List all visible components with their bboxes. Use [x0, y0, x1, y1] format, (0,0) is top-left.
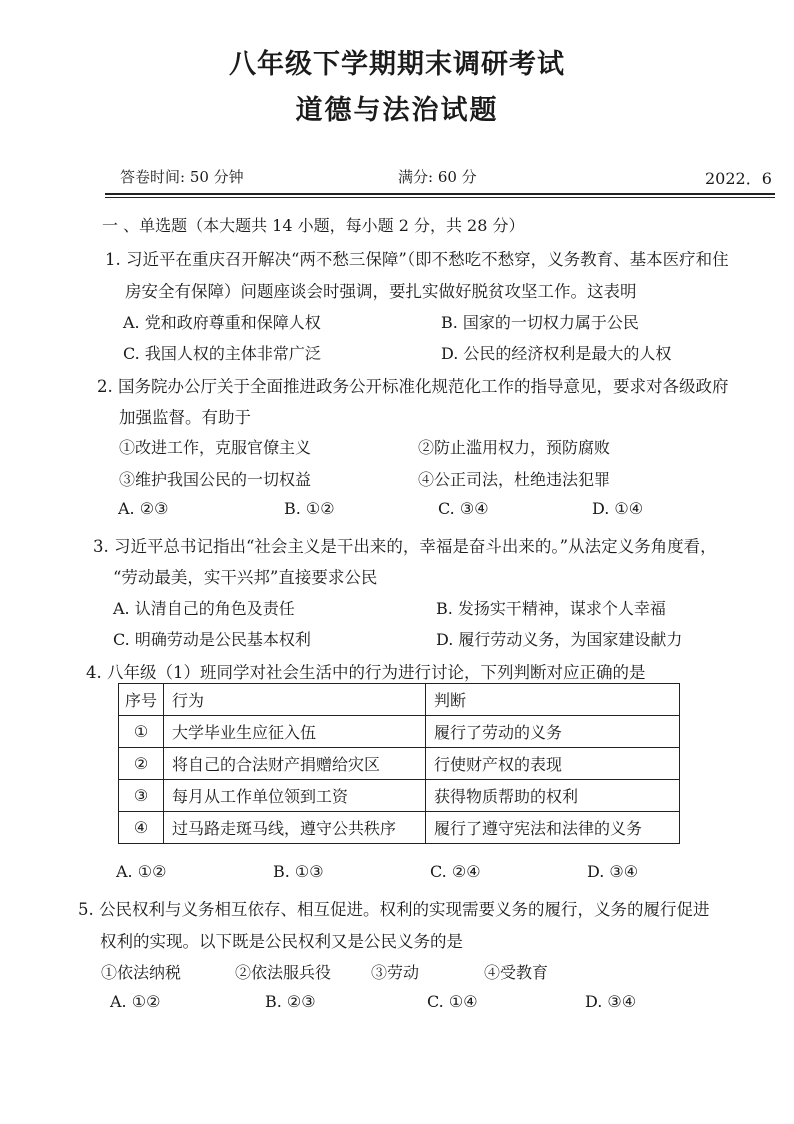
table-row	[119, 780, 680, 812]
header-divider	[105, 193, 775, 195]
table-cell: ②	[119, 748, 164, 780]
q3-stem-line1: 3. 习近平总书记指出“社会主义是干出来的，幸福是奋斗出来的。”从法定义务角度看，	[93, 537, 717, 556]
exam-title: 八年级下学期期末调研考试	[229, 49, 565, 80]
q2-statement-1: ①改进工作，克服官僚主义	[119, 438, 312, 457]
q5-option-c: C. ①④	[427, 992, 478, 1011]
table-row	[119, 748, 680, 780]
table-cell: ①	[119, 716, 164, 748]
q2-option-a: A. ②③	[118, 499, 169, 518]
q2-option-c: C. ③④	[438, 499, 489, 518]
q2-statement-4: ④公正司法，杜绝违法犯罪	[418, 470, 611, 489]
table-cell: 获得物质帮助的权利	[426, 780, 680, 812]
q3-option-c: C. 明确劳动是公民基本权利	[113, 630, 311, 649]
table-cell: ③	[119, 780, 164, 812]
q5-statement-3: ③劳动	[371, 963, 420, 982]
q5-statement-4: ④受教育	[484, 963, 549, 982]
table-row	[119, 716, 680, 748]
table-header-cell: 判断	[426, 684, 680, 716]
table-row	[119, 812, 680, 844]
q4-table	[118, 683, 680, 844]
table-cell: 每月从工作单位领到工资	[164, 780, 426, 812]
table-cell: 过马路走斑马线，遵守公共秩序	[164, 812, 426, 844]
exam-date: 2022．6	[705, 169, 772, 188]
q3-stem-line2: “劳动最美，实干兴邦”直接要求公民	[113, 568, 378, 587]
table-header-cell: 序号	[119, 684, 164, 716]
q1-option-c: C. 我国人权的主体非常广泛	[123, 344, 321, 363]
q4-option-a: A. ①②	[116, 862, 167, 881]
q4-stem: 4. 八年级（1）班同学对社会生活中的行为进行讨论，下列判断对应正确的是	[86, 663, 646, 682]
q5-statement-1: ①依法纳税	[101, 963, 182, 982]
table-header-row	[119, 684, 680, 716]
exam-score: 满分: 60 分	[398, 168, 477, 186]
q2-stem-line1: 2. 国务院办公厅关于全面推进政务公开标准化规范化工作的指导意见，要求对各级政府	[97, 377, 729, 396]
q5-statement-2: ②依法服兵役	[235, 963, 332, 982]
q2-option-b: B. ①②	[284, 499, 335, 518]
q2-statement-3: ③维护我国公民的一切权益	[119, 470, 312, 489]
q5-stem-line2: 权利的实现。以下既是公民权利又是公民义务的是	[100, 932, 463, 951]
exam-subtitle: 道德与法治试题	[295, 95, 499, 126]
q1-option-d: D. 公民的经济权利是最大的人权	[441, 344, 672, 363]
table-cell: ④	[119, 812, 164, 844]
q4-option-c: C. ②④	[430, 862, 481, 881]
q3-option-d: D. 履行劳动义务，为国家建设献力	[436, 630, 683, 649]
q1-option-a: A. 党和政府尊重和保障人权	[123, 313, 321, 332]
q2-stem-line2: 加强监督。有助于	[119, 408, 251, 427]
table-cell: 行使财产权的表现	[426, 748, 680, 780]
q1-stem-line1: 1. 习近平在重庆召开解决“两不愁三保障”（即不愁吃不愁穿，义务教育、基本医疗和住	[105, 250, 729, 269]
q2-statement-2: ②防止滥用权力，预防腐败	[418, 438, 611, 457]
q5-option-d: D. ③④	[585, 992, 637, 1011]
header-divider-thin	[105, 197, 775, 198]
table-cell: 履行了劳动的义务	[426, 716, 680, 748]
q1-stem-line2: 房安全有保障）问题座谈会时强调，要扎实做好脱贫攻坚工作。这表明	[125, 282, 637, 301]
q5-option-b: B. ②③	[265, 992, 316, 1011]
q4-option-d: D. ③④	[587, 862, 639, 881]
q3-option-b: B. 发扬实干精神，谋求个人幸福	[436, 599, 666, 618]
q1-option-b: B. 国家的一切权力属于公民	[441, 313, 639, 332]
table-cell: 大学毕业生应征入伍	[164, 716, 426, 748]
q2-option-d: D. ①④	[592, 499, 644, 518]
exam-time: 答卷时间: 50 分钟	[120, 168, 244, 186]
q3-option-a: A. 认清自己的角色及责任	[113, 599, 295, 618]
q5-option-a: A. ①②	[110, 992, 161, 1011]
table-header-cell: 行为	[164, 684, 426, 716]
table-cell: 将自己的合法财产捐赠给灾区	[164, 748, 426, 780]
q5-stem-line1: 5. 公民权利与义务相互依存、相互促进。权利的实现需要义务的履行，义务的履行促进	[78, 900, 710, 919]
table-cell: 履行了遵守宪法和法律的义务	[426, 812, 680, 844]
section-heading: 一 、单选题（本大题共 14 小题，每小题 2 分，共 28 分）	[102, 216, 525, 235]
q4-option-b: B. ①③	[273, 862, 324, 881]
